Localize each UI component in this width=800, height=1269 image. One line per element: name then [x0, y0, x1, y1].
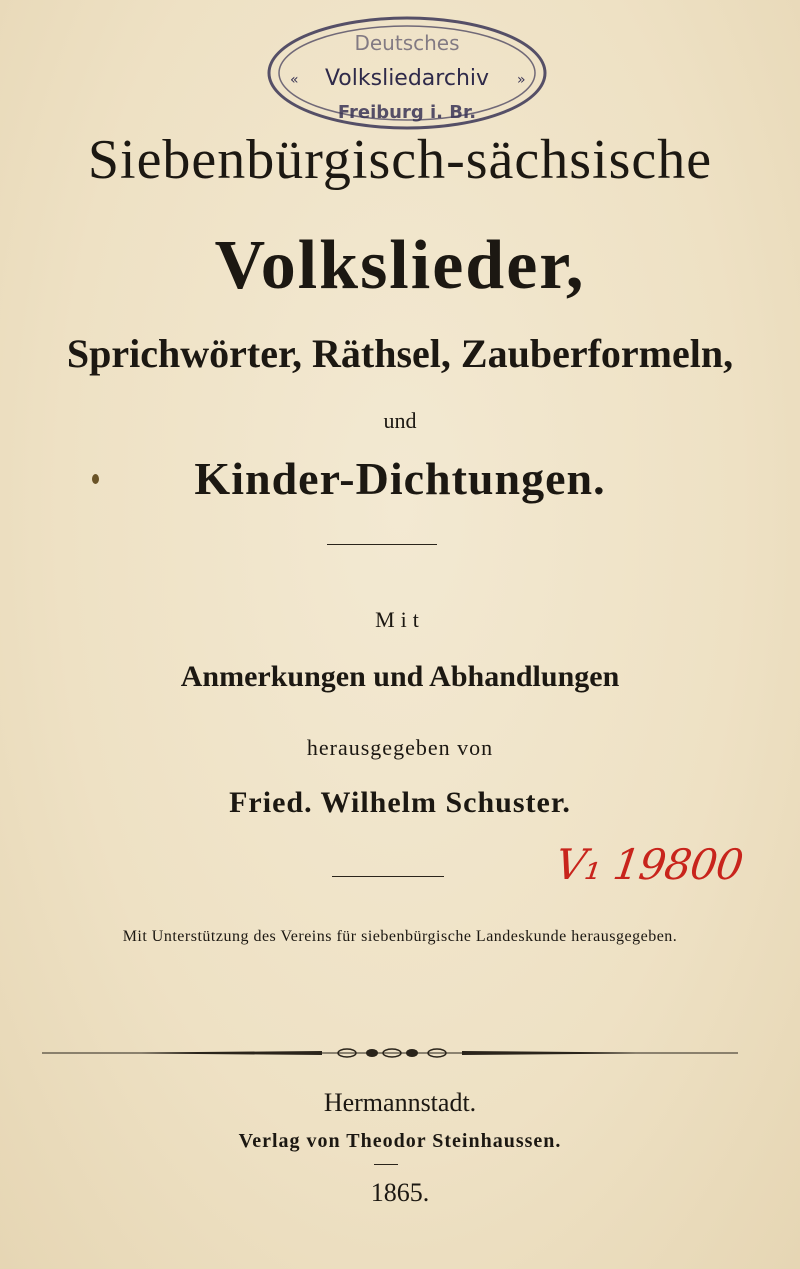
title-line-5: Kinder-Dichtungen. [194, 453, 606, 504]
stamp-line-2: Volksliedarchiv [324, 66, 490, 91]
library-stamp [262, 8, 552, 138]
title-line-3: Sprichwörter, Räthsel, Zauberformeln, [66, 331, 734, 376]
stamp-line-1: Deutsches [354, 31, 460, 55]
editor-name: Fried. Wilhelm Schuster. [229, 786, 571, 819]
imprint-place: Hermannstadt. [323, 1088, 477, 1117]
stamp-arrow-right-icon: » [517, 72, 526, 88]
imprint-year: 1865. [370, 1178, 430, 1207]
title-line-2: Volkslieder, [214, 227, 586, 304]
shelfmark: V₁ 19800 [552, 840, 746, 889]
title-line-1: Siebenbürgisch-sächsische [87, 129, 713, 191]
subtitle-mit: Mit [375, 607, 425, 632]
title-conjunction: und [383, 408, 417, 433]
divider-rule-3 [374, 1164, 398, 1165]
subtitle-notes: Anmerkungen und Abhandlungen [180, 660, 620, 693]
imprint-publisher: Verlag von Theodor Steinhaussen. [238, 1130, 562, 1152]
divider-rule-1 [327, 544, 437, 545]
subtitle-edited-by: herausgegeben von [306, 735, 494, 760]
ornamental-rule [42, 1043, 738, 1063]
divider-rule-2 [332, 876, 444, 877]
stamp-arrow-left-icon: « [290, 72, 299, 88]
support-note: Mit Unterstützung des Vereins für siebenbürgische Landeskunde herausgegeben. [122, 928, 678, 945]
stamp-line-3: Freiburg i. Br. [337, 102, 477, 123]
